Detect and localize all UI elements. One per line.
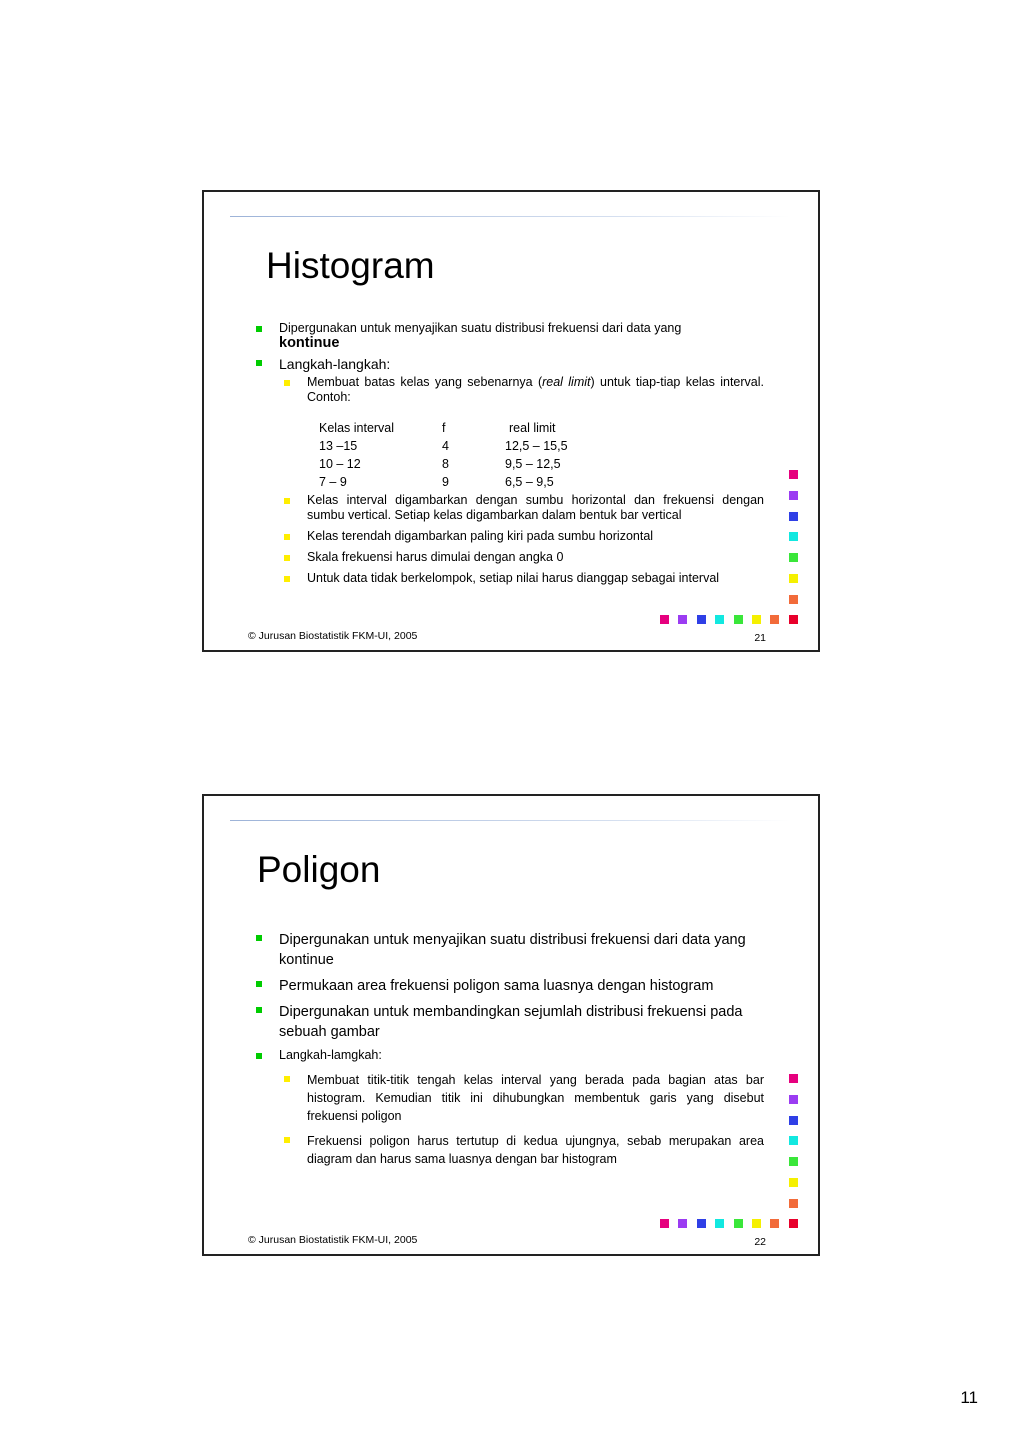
page-number: 11 — [960, 1388, 978, 1407]
decoration-square — [789, 1074, 798, 1083]
sub-bullet-item — [284, 375, 764, 405]
decoration-square — [789, 1116, 798, 1125]
decoration-square — [789, 1157, 798, 1166]
sub-bullet-item: Kelas interval digambarkan dengan sumbu horizontal dan frekuensi dengan sumbu vertical. Setiap kelas digambarkan dalam bentuk bar vertical — [284, 493, 764, 523]
sub-bullet-item: Untuk data tidak berkelompok, setiap nilai harus dianggap sebagai interval — [284, 571, 764, 586]
table-row — [319, 437, 764, 455]
table-header-row — [319, 419, 764, 437]
decoration-square — [789, 1219, 798, 1228]
slide-top-line — [230, 216, 790, 217]
slide-footer: © Jurusan Biostatistik FKM-UI, 2005 — [248, 1234, 418, 1246]
slide-histogram — [202, 190, 820, 652]
table-cell: 4 — [442, 439, 449, 453]
sub-bullet-item: Membuat titik-titik tengah kelas interval yang berada pada bagian atas bar histogram. Kemudian titik ini dihubungkan membentuk garis yang disebut frekuensi poligon — [284, 1071, 764, 1125]
decoration-square — [789, 553, 798, 562]
decoration-square — [789, 532, 798, 541]
slide-content — [256, 930, 764, 1168]
table-row — [319, 455, 764, 473]
slide-content — [256, 321, 764, 586]
table-cell: 9,5 – 12,5 — [505, 457, 561, 471]
slide-poligon — [202, 794, 820, 1256]
bullet-item: Langkah-lamgkah: — [256, 1048, 748, 1063]
table-row — [319, 473, 764, 491]
table-header: real limit — [509, 421, 556, 435]
decoration-square — [789, 574, 798, 583]
decoration-square — [789, 1199, 798, 1208]
decoration-square — [789, 491, 798, 500]
table-cell: 12,5 – 15,5 — [505, 439, 568, 453]
italic-term: real limit — [542, 375, 591, 389]
bullet-bold-text: kontinue — [279, 335, 340, 351]
decoration-square — [734, 615, 743, 624]
bullet-item: Dipergunakan untuk menyajikan suatu distribusi frekuensi dari data yang kontinue — [256, 930, 748, 970]
decoration-square — [660, 615, 669, 624]
decoration-square — [752, 1219, 761, 1228]
decoration-square — [697, 1219, 706, 1228]
decoration-square — [734, 1219, 743, 1228]
sub-bullet-item: Skala frekuensi harus dimulai dengan angka 0 — [284, 550, 764, 565]
slide-title: Poligon — [257, 849, 381, 890]
table-cell: 10 – 12 — [319, 457, 361, 471]
decoration-square — [678, 615, 687, 624]
decoration-square — [789, 1136, 798, 1145]
decoration-square — [789, 1178, 798, 1187]
decoration-square — [789, 595, 798, 604]
decoration-square — [715, 615, 724, 624]
bullet-item: Dipergunakan untuk membandingkan sejumlah distribusi frekuensi pada sebuah gambar — [256, 1002, 748, 1042]
example-table — [319, 419, 764, 491]
decoration-square — [660, 1219, 669, 1228]
table-header: Kelas interval — [319, 421, 395, 435]
decoration-square — [770, 615, 779, 624]
slide-top-line — [230, 820, 790, 821]
bullet-text: Dipergunakan untuk menyajikan suatu distribusi frekuensi dari data yang — [279, 321, 682, 335]
table-cell: 13 –15 — [319, 439, 358, 453]
decoration-square — [789, 512, 798, 521]
sub-bullet-text: ) untuk tiap-tiap kelas interval. Contoh: — [307, 375, 764, 404]
decoration-square — [789, 1095, 798, 1104]
table-cell: 7 – 9 — [319, 475, 347, 489]
slide-number: 22 — [754, 1236, 766, 1248]
sub-bullet-text: Membuat batas kelas yang sebenarnya ( — [307, 375, 543, 389]
bullet-item — [256, 321, 764, 351]
slide-footer: © Jurusan Biostatistik FKM-UI, 2005 — [248, 630, 418, 642]
decoration-square — [697, 615, 706, 624]
bullet-item: Langkah-langkah: — [256, 355, 764, 373]
slide-number: 21 — [754, 632, 766, 644]
table-cell: 8 — [442, 457, 449, 471]
table-header: f — [442, 421, 446, 435]
decoration-square — [678, 1219, 687, 1228]
slide-title: Histogram — [266, 245, 435, 286]
sub-bullet-item: Kelas terendah digambarkan paling kiri pada sumbu horizontal — [284, 529, 764, 544]
decoration-square — [752, 615, 761, 624]
sub-bullet-item: Frekuensi poligon harus tertutup di kedua ujungnya, sebab merupakan area diagram dan harus sama luasnya dengan bar histogram — [284, 1132, 764, 1168]
decoration-square — [715, 1219, 724, 1228]
decoration-square — [770, 1219, 779, 1228]
table-cell: 9 — [442, 475, 449, 489]
decoration-square — [789, 615, 798, 624]
bullet-item: Permukaan area frekuensi poligon sama luasnya dengan histogram — [256, 976, 748, 996]
decoration-square — [789, 470, 798, 479]
table-cell: 6,5 – 9,5 — [505, 475, 554, 489]
